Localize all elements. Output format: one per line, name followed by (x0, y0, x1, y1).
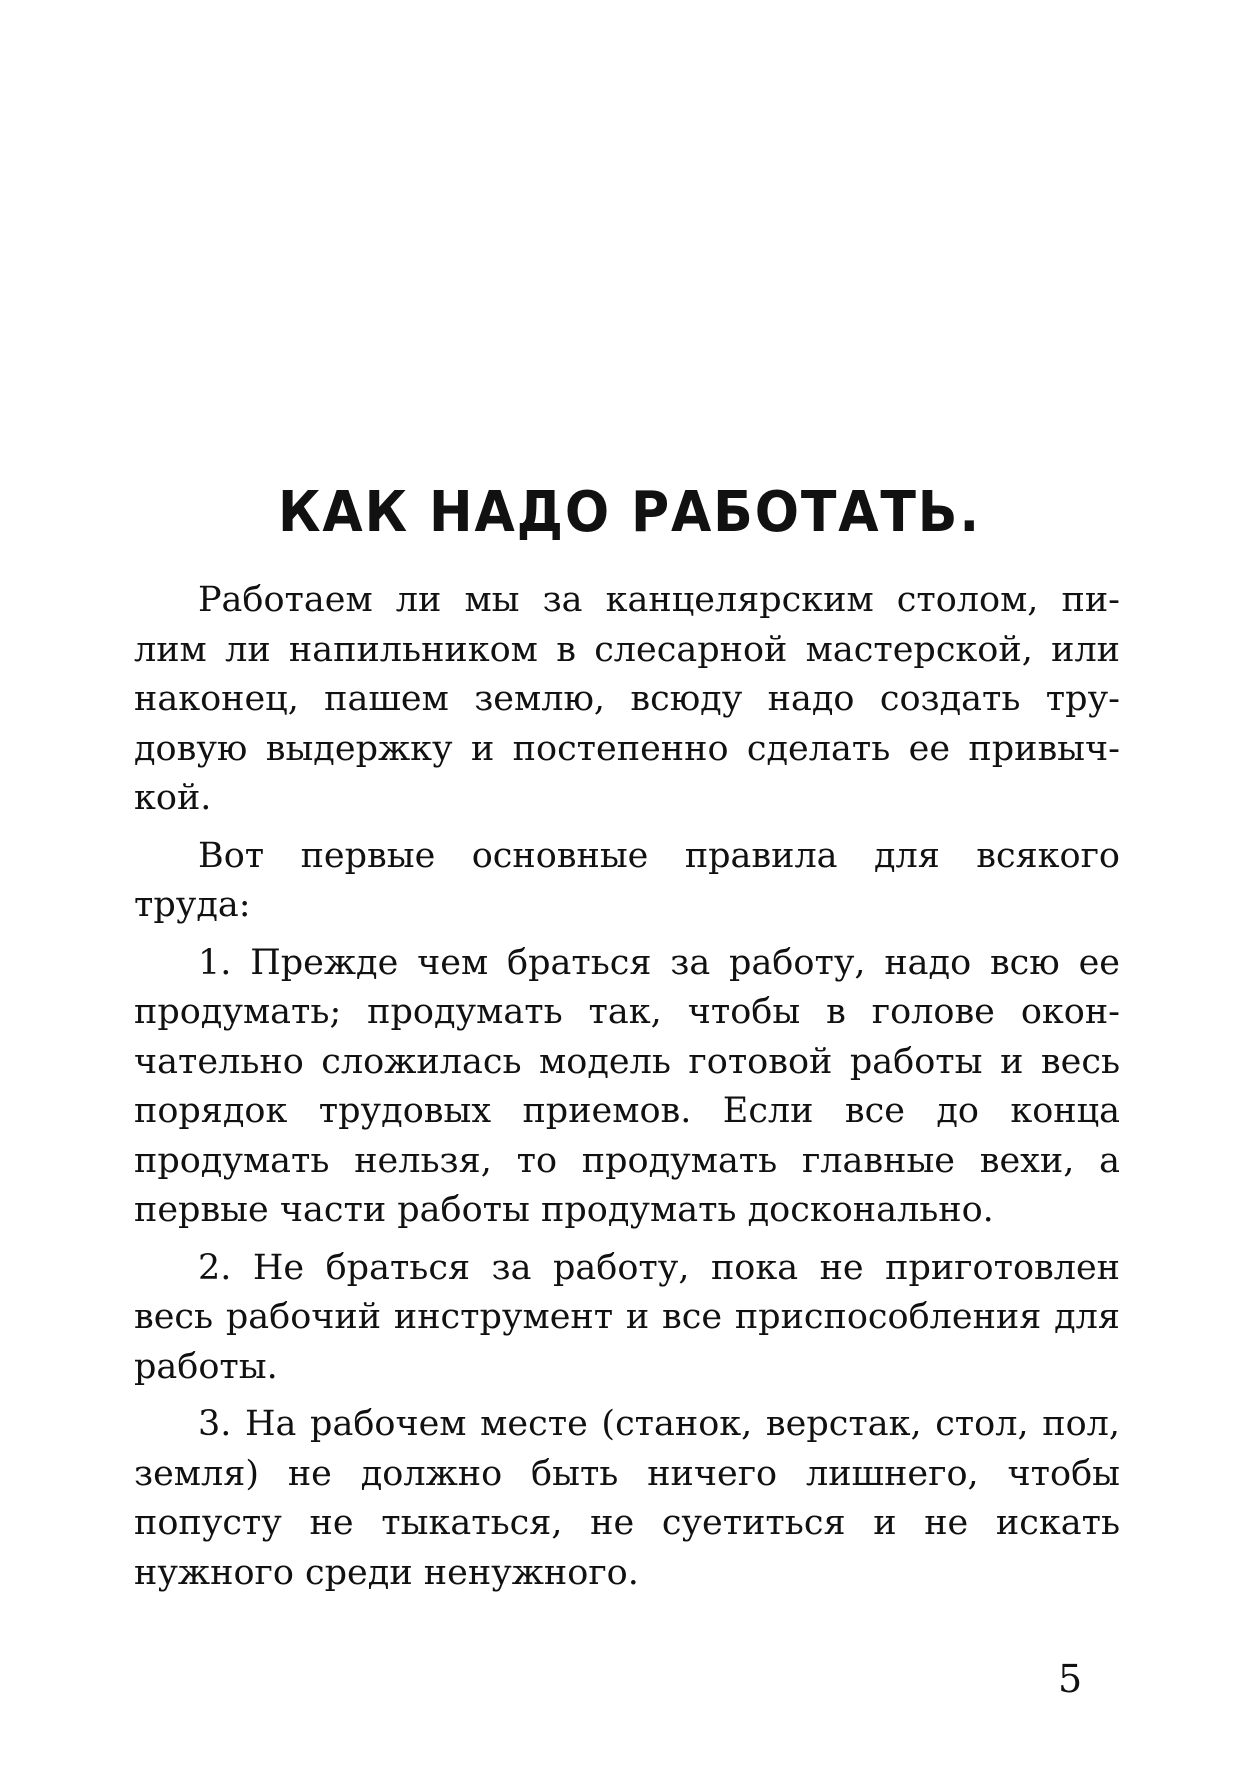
text-line: 1. Прежде чем браться за работу, надо всю ее (198, 942, 1120, 983)
text-line: наконец, пашем землю, всюду надо создать тру- (134, 679, 1120, 719)
page-number: 5 (1058, 1657, 1083, 1701)
paragraph-rule-2 (134, 1244, 1120, 1393)
text-line: работы. (134, 1346, 278, 1387)
paragraph-rules-intro (134, 832, 1120, 931)
text-line: продумать; продумать так, чтобы в голове окон- (134, 992, 1120, 1032)
text-line: кой. (134, 778, 212, 818)
text-line: труда: (134, 885, 251, 925)
body-text (134, 576, 1120, 1606)
paragraph-rule-1 (134, 939, 1120, 1236)
paragraph-intro (134, 576, 1120, 824)
text-line: довую выдержку и постепенно сделать ее привыч- (134, 728, 1120, 769)
paragraph-rule-3 (134, 1400, 1120, 1598)
text-line: чательно сложилась модель готовой работы и весь (134, 1041, 1120, 1082)
text-line: лим ли напильником в слесарной мастерской, или (134, 629, 1120, 670)
text-line: нужного среди ненужного. (134, 1552, 639, 1593)
text-line: весь рабочий инструмент и все приспособления для (134, 1297, 1120, 1337)
text-line: Работаем ли мы за канцелярским столом, пи- (198, 580, 1120, 620)
page-title: КАК НАДО РАБОТАТЬ. (277, 480, 982, 545)
text-line: продумать нельзя, то продумать главные вехи, а (134, 1140, 1120, 1181)
text-line: первые части работы продумать досконально. (134, 1190, 994, 1230)
text-line: 3. На рабочем месте (станок, верстак, стол, пол, (198, 1404, 1120, 1444)
text-line: порядок трудовых приемов. Если все до конца (134, 1091, 1120, 1131)
text-line: Вот первые основные правила для всякого (198, 835, 1120, 876)
text-line: 2. Не браться за работу, пока не приготовлен (198, 1247, 1120, 1288)
text-line: земля) не должно быть ничего лишнего, чтобы (134, 1453, 1120, 1494)
text-line: попусту не тыкаться, не суетиться и не искать (134, 1503, 1120, 1543)
